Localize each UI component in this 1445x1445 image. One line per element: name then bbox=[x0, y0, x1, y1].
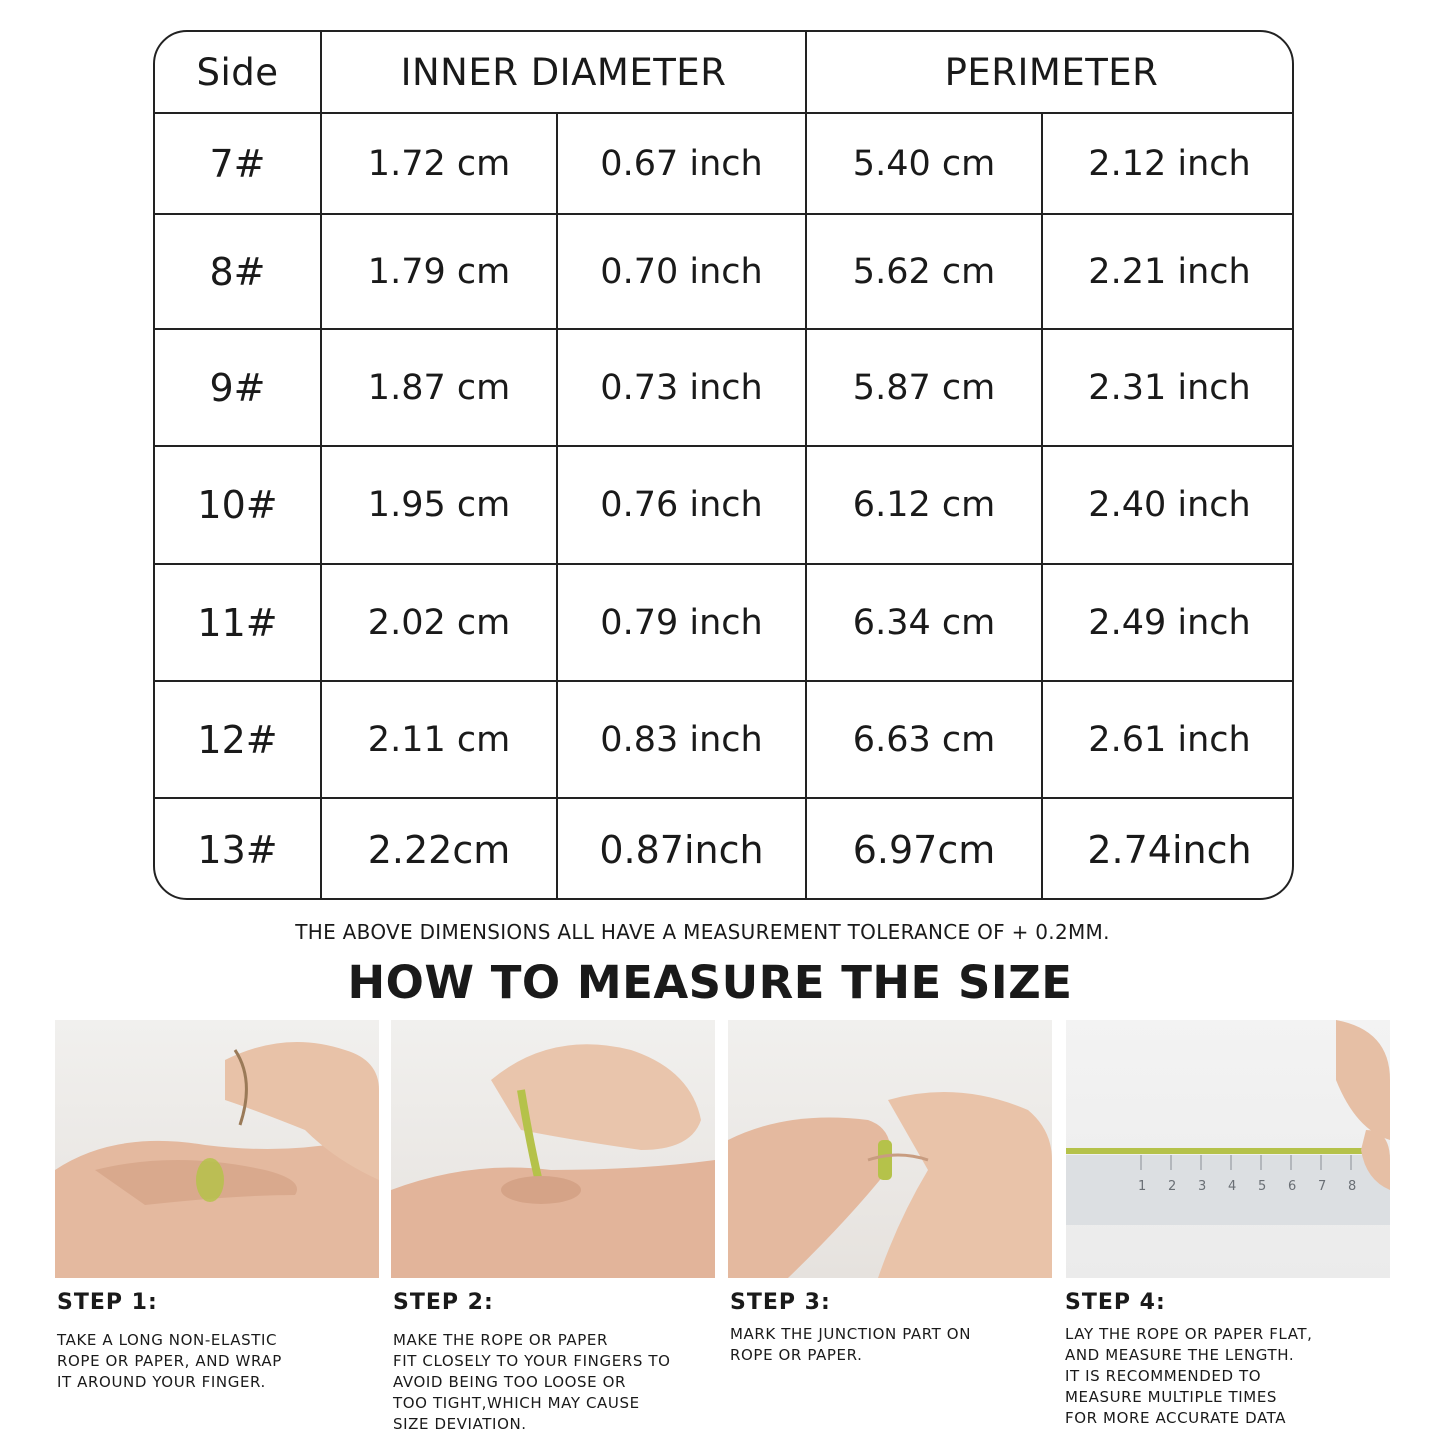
ruler-number: 3 bbox=[1198, 1179, 1207, 1194]
hand-wrapping-string-illustration bbox=[55, 1020, 379, 1278]
cell-diameter-inch: 0.79 inch bbox=[600, 602, 763, 643]
step-1-text: TAKE A LONG NON-ELASTIC ROPE OR PAPER, AND WRAP IT AROUND YOUR FINGER. bbox=[57, 1331, 282, 1391]
step-1-title: STEP 1: bbox=[57, 1290, 158, 1315]
cell-perimeter-inch: 2.61 inch bbox=[1088, 719, 1251, 760]
cell-side: 9# bbox=[209, 365, 266, 410]
cell-diameter-cm: 1.95 cm bbox=[367, 485, 511, 525]
cell-perimeter-inch: 2.21 inch bbox=[1088, 251, 1251, 292]
cell-perimeter-cm: 5.62 cm bbox=[852, 251, 996, 292]
cell-perimeter-cm: 5.40 cm bbox=[852, 143, 996, 184]
cell-diameter-cm: 2.22cm bbox=[367, 827, 511, 872]
step-2-photo bbox=[391, 1020, 715, 1278]
cell-perimeter-inch: 2.49 inch bbox=[1088, 602, 1251, 643]
step-4-photo bbox=[1066, 1020, 1390, 1278]
cell-perimeter-inch: 2.31 inch bbox=[1088, 367, 1251, 408]
ruler-number: 4 bbox=[1228, 1179, 1237, 1194]
step-4-text: LAY THE ROPE OR PAPER FLAT, AND MEASURE THE LENGTH. IT IS RECOMMENDED TO MEASURE MULTIPLE TIMES FOR MORE ACCURATE DATA bbox=[1065, 1325, 1313, 1427]
ruler-number: 8 bbox=[1348, 1179, 1357, 1194]
marking-junction-illustration bbox=[728, 1020, 1052, 1278]
cell-side: 13# bbox=[197, 827, 278, 872]
cell-diameter-inch: 0.67 inch bbox=[600, 143, 763, 184]
cell-diameter-cm: 1.87 cm bbox=[367, 367, 511, 408]
cell-perimeter-inch: 2.74inch bbox=[1087, 827, 1252, 872]
step-2-title: STEP 2: bbox=[393, 1290, 494, 1315]
step-3-title: STEP 3: bbox=[730, 1290, 831, 1315]
header-inner-diameter: INNER DIAMETER bbox=[400, 50, 727, 94]
cell-diameter-cm: 1.72 cm bbox=[367, 143, 511, 184]
step-3-photo bbox=[728, 1020, 1052, 1278]
cell-diameter-inch: 0.70 inch bbox=[600, 251, 763, 292]
header-perimeter: PERIMETER bbox=[944, 50, 1159, 94]
how-to-measure-title: HOW TO MEASURE THE SIZE bbox=[347, 956, 1073, 1009]
cell-perimeter-cm: 6.34 cm bbox=[852, 602, 996, 643]
cell-diameter-inch: 0.76 inch bbox=[600, 485, 763, 525]
cell-perimeter-cm: 6.97cm bbox=[852, 827, 996, 872]
ruler-number: 6 bbox=[1288, 1179, 1297, 1194]
ruler-number: 1 bbox=[1138, 1179, 1147, 1194]
cell-diameter-cm: 2.02 cm bbox=[367, 602, 511, 643]
step-3-text: MARK THE JUNCTION PART ON ROPE OR PAPER. bbox=[730, 1325, 972, 1364]
tolerance-note: THE ABOVE DIMENSIONS ALL HAVE A MEASUREMENT TOLERANCE OF + 0.2MM. bbox=[295, 920, 1110, 944]
cell-side: 10# bbox=[197, 483, 278, 527]
cell-diameter-inch: 0.73 inch bbox=[600, 367, 763, 408]
cell-side: 8# bbox=[209, 249, 266, 294]
header-side: Side bbox=[196, 50, 279, 94]
step-1-photo bbox=[55, 1020, 379, 1278]
hand-fitting-string-illustration bbox=[391, 1020, 715, 1278]
cell-perimeter-cm: 5.87 cm bbox=[852, 367, 996, 408]
cell-perimeter-inch: 2.40 inch bbox=[1088, 485, 1251, 525]
cell-diameter-cm: 1.79 cm bbox=[367, 251, 511, 292]
cell-diameter-inch: 0.87inch bbox=[599, 827, 764, 872]
cell-diameter-cm: 2.11 cm bbox=[367, 719, 511, 760]
cell-side: 11# bbox=[197, 600, 278, 645]
cell-perimeter-inch: 2.12 inch bbox=[1088, 143, 1251, 184]
size-table bbox=[153, 30, 1294, 900]
cell-side: 12# bbox=[197, 717, 278, 762]
step-2-text: MAKE THE ROPE OR PAPER FIT CLOSELY TO YOUR FINGERS TO AVOID BEING TOO LOOSE OR TOO TIGHT,WHICH MAY CAUSE SIZE DEVIATION. bbox=[393, 1331, 671, 1433]
step-4-title: STEP 4: bbox=[1065, 1290, 1166, 1315]
cell-perimeter-cm: 6.12 cm bbox=[852, 485, 996, 525]
cell-diameter-inch: 0.83 inch bbox=[600, 719, 763, 760]
ruler-number: 5 bbox=[1258, 1179, 1267, 1194]
ruler-measuring-illustration bbox=[1066, 1020, 1390, 1278]
ruler-number: 7 bbox=[1318, 1179, 1327, 1194]
cell-side: 7# bbox=[209, 141, 266, 186]
cell-perimeter-cm: 6.63 cm bbox=[852, 719, 996, 760]
ruler-number: 2 bbox=[1168, 1179, 1177, 1194]
